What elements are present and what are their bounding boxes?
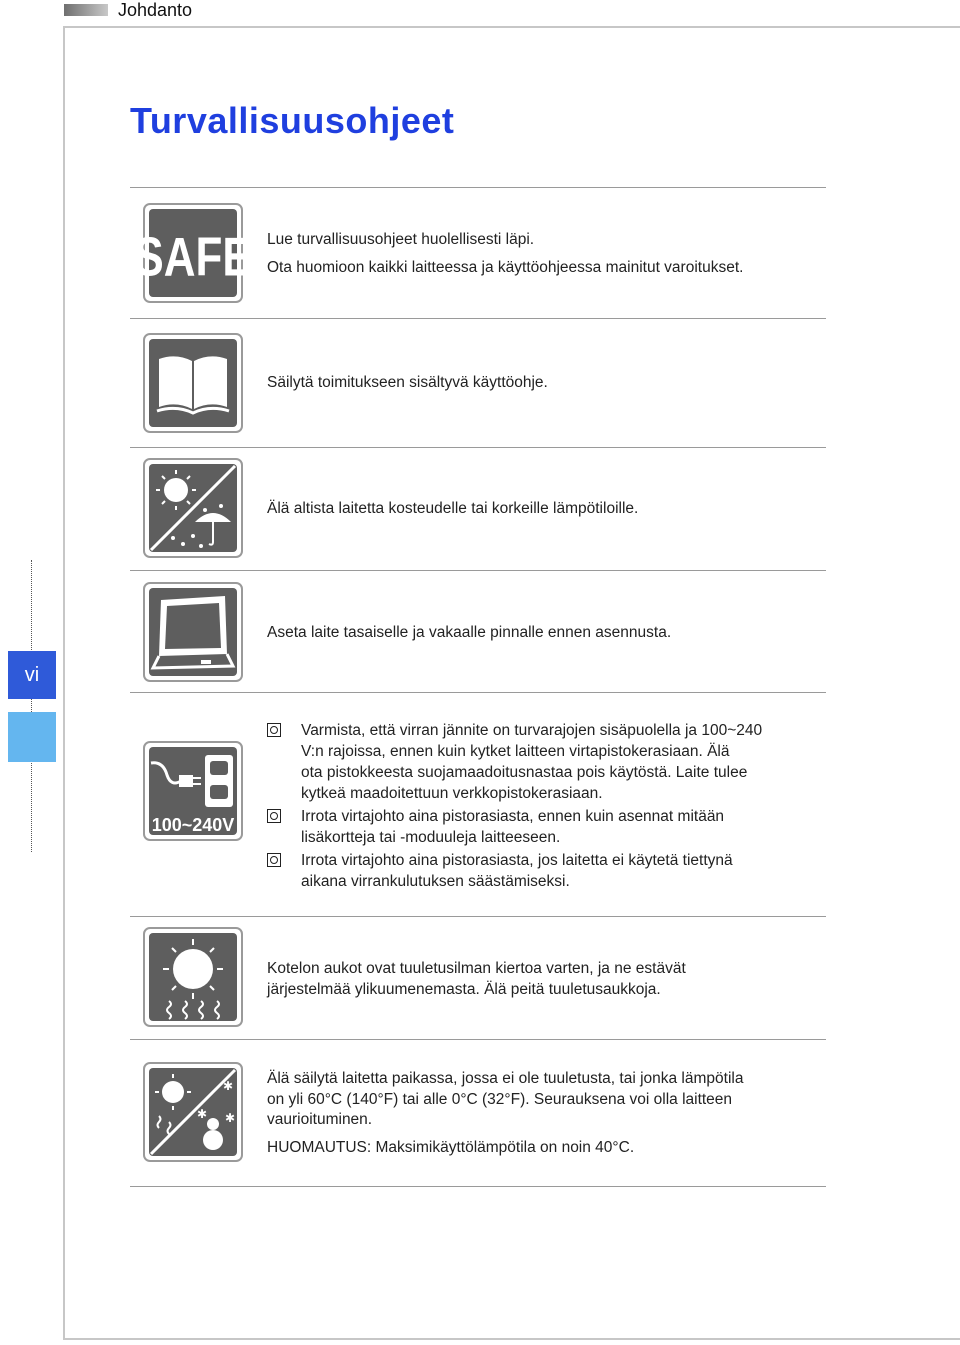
item-text: Älä altista laitetta kosteudelle tai korkeille lämpötiloille. [267,500,639,517]
divider [130,916,826,917]
manual-book-icon [143,333,243,433]
item-text: vaurioituminen. [267,1111,373,1128]
svg-text:100~240V: 100~240V [151,815,235,835]
bullet-icon [267,809,281,823]
power-plug-icon [143,741,243,841]
divider [130,692,826,693]
svg-text:✱: ✱ [225,1111,236,1125]
item-text: Aseta laite tasaiselle ja vakaalle pinnalle ennen asennusta. [267,624,672,641]
temperature-extremes-icon [143,1062,243,1162]
item-text: Älä säilytä laitetta paikassa, jossa ei ole tuuletusta, tai jonka lämpötila [267,1070,744,1087]
item-text: on yli 60°C (140°F) tai alle 0°C (32°F). Seurauksena voi olla laitteen [267,1090,733,1108]
page-frame-top [63,26,960,28]
side-divider [31,560,32,852]
divider [130,187,826,188]
item-text: Lue turvallisuusohjeet huolellisesti läpi. [267,231,535,248]
page-title: Turvallisuusohjeet [130,100,455,141]
divider [130,447,826,448]
header-bar [64,4,108,16]
note [267,1138,743,1159]
list-item: Irrota virtajohto aina pistorasiasta, jos laitetta ei käytetä tiettynä aikana virrankulutuksen säästämiseksi. [267,850,827,892]
divider [130,1186,826,1187]
sun-rain-icon [143,458,243,558]
item-text: Säilytä toimitukseen sisältyvä käyttöohje. [267,374,548,391]
section-header: Johdanto [118,0,193,20]
power-safety-list [267,720,827,894]
divider [130,318,826,319]
svg-text:SAFE: SAFE [134,225,252,288]
page-number: vi [8,651,56,699]
item-text: Kotelon aukot ovat tuuletusilman kiertoa varten, ja ne estävät [267,960,686,977]
svg-text:✱: ✱ [197,1107,208,1121]
note-label: HUOMAUTUS [267,1138,367,1156]
item-text: Ota huomioon kaikki laitteessa ja käyttöohjeessa mainitut varoitukset. [267,258,744,276]
item-text: järjestelmää ylikuumenemasta. Älä peitä tuuletusaukkoja. [267,980,661,998]
page-frame-left [63,26,65,1340]
list-item: Varmista, että virran jännite on turvarajojen sisäpuolella ja 100~240 V:n rajoissa, ennen kuin kytket laitteen virtapistokerasiaan. Älä ota pistokkeesta suojamaadoitusnastaa pois käytöstä. Laite tulee kytkeä maadoitettuun verkkopistokerasiaan. [267,720,827,804]
divider [130,1039,826,1040]
monitor-icon [143,582,243,682]
bullet-icon [267,853,281,867]
safe-icon [134,203,252,303]
svg-text:✱: ✱ [223,1079,234,1093]
page-frame-bottom [63,1338,960,1340]
note-text: : Maksimikäyttölämpötila on noin 40°C. [366,1138,635,1156]
list-item: Irrota virtajohto aina pistorasiasta, ennen kuin asennat mitään lisäkortteja tai -moduuleja laitteeseen. [267,806,827,848]
section-tab [8,712,56,762]
heat-ventilation-icon [143,927,243,1027]
bullet-icon [267,723,281,737]
divider [130,570,826,571]
